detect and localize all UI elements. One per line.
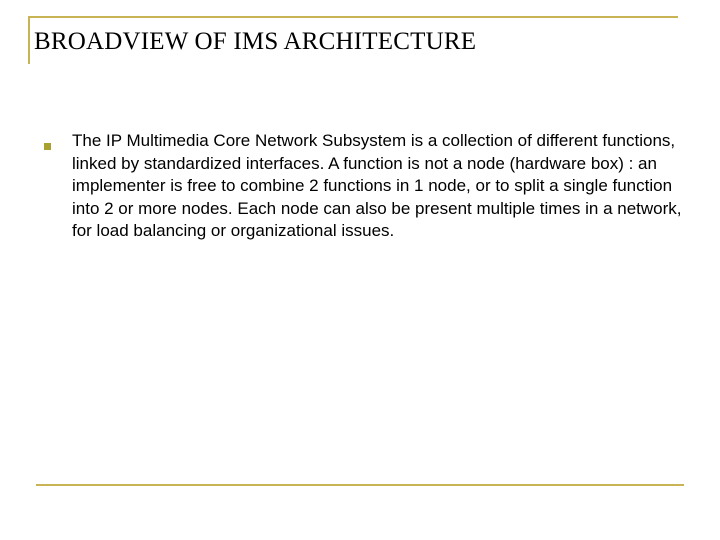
bullet-text: The IP Multimedia Core Network Subsystem is a collection of different functions, linked by standardized interfaces. A function is not a node (hardware box) : an implementer is free to combine 2 functions in 1 node, or to split a single function into 2 or more nodes. Each node can also be present multiple times in a network, for load balancing or organizational issues.: [72, 131, 682, 241]
footer-rule: [36, 484, 684, 486]
slide-title: BROADVIEW OF IMS ARCHITECTURE: [34, 28, 477, 55]
title-rule-top: [28, 16, 678, 18]
square-bullet-icon: [44, 143, 51, 150]
title-rule-left: [28, 16, 30, 64]
